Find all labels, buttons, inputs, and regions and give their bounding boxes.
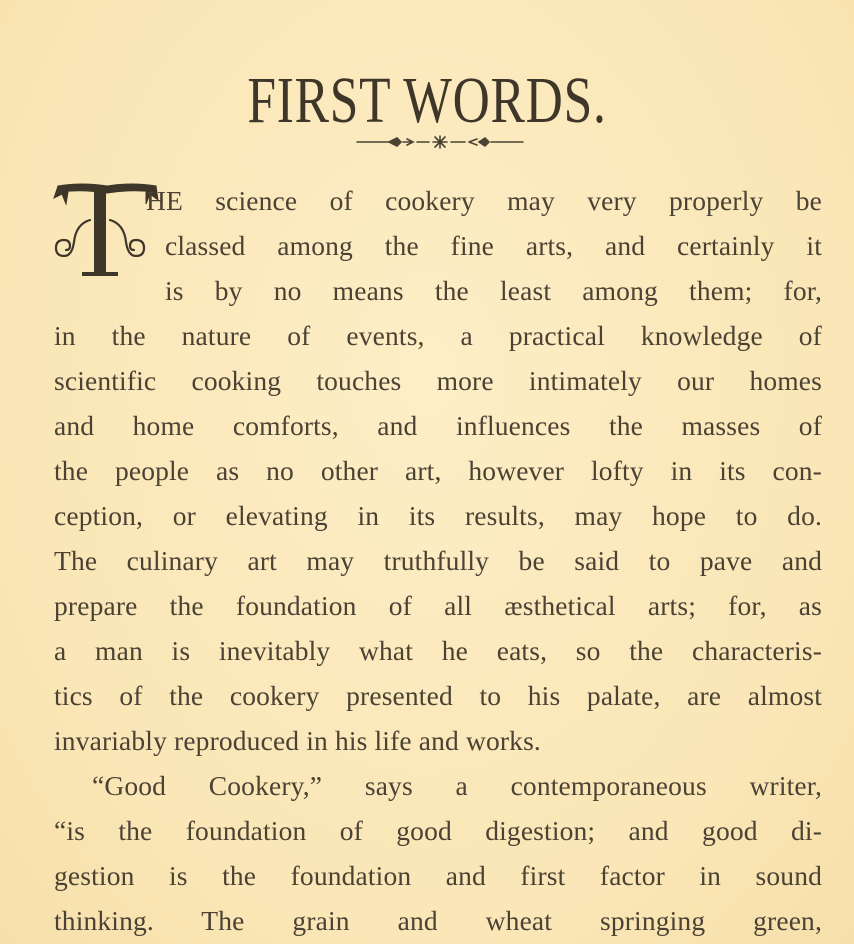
text-line: and home comforts, and influences the masses of: [54, 410, 822, 441]
text-line: is by no means the least among them; for,: [165, 275, 822, 306]
text-line: scientific cooking touches more intimately our homes: [54, 365, 822, 396]
text-line: the people as no other art, however lofty in its con-: [54, 455, 822, 486]
text-line: “Good Cookery,” says a contemporaneous writer,: [92, 770, 822, 801]
text-line: in the nature of events, a practical knowledge of: [54, 320, 822, 351]
text-line: a man is inevitably what he eats, so the characteris-: [54, 635, 822, 666]
text-line: prepare the foundation of all æsthetical arts; for, as: [54, 590, 822, 621]
page-title: FIRST WORDS.: [247, 64, 607, 138]
text-line: The culinary art may truthfully be said to pave and: [54, 545, 822, 576]
text-line: classed among the fine arts, and certainly it: [165, 230, 822, 261]
text-line: invariably reproduced in his life and works.: [54, 725, 541, 756]
text-line: “is the foundation of good digestion; and good di-: [54, 815, 822, 846]
text-line: ception, or elevating in its results, may hope to do.: [54, 500, 822, 531]
text-line: tics of the cookery presented to his palate, are almost: [54, 680, 822, 711]
drop-cap-letter: [52, 180, 53, 181]
text-line: gestion is the foundation and first factor in sound: [54, 860, 822, 891]
text-line: HE science of cookery may very properly be: [146, 185, 822, 216]
ornament-divider: [355, 134, 525, 150]
text-line: thinking. The grain and wheat springing green,: [54, 905, 822, 936]
